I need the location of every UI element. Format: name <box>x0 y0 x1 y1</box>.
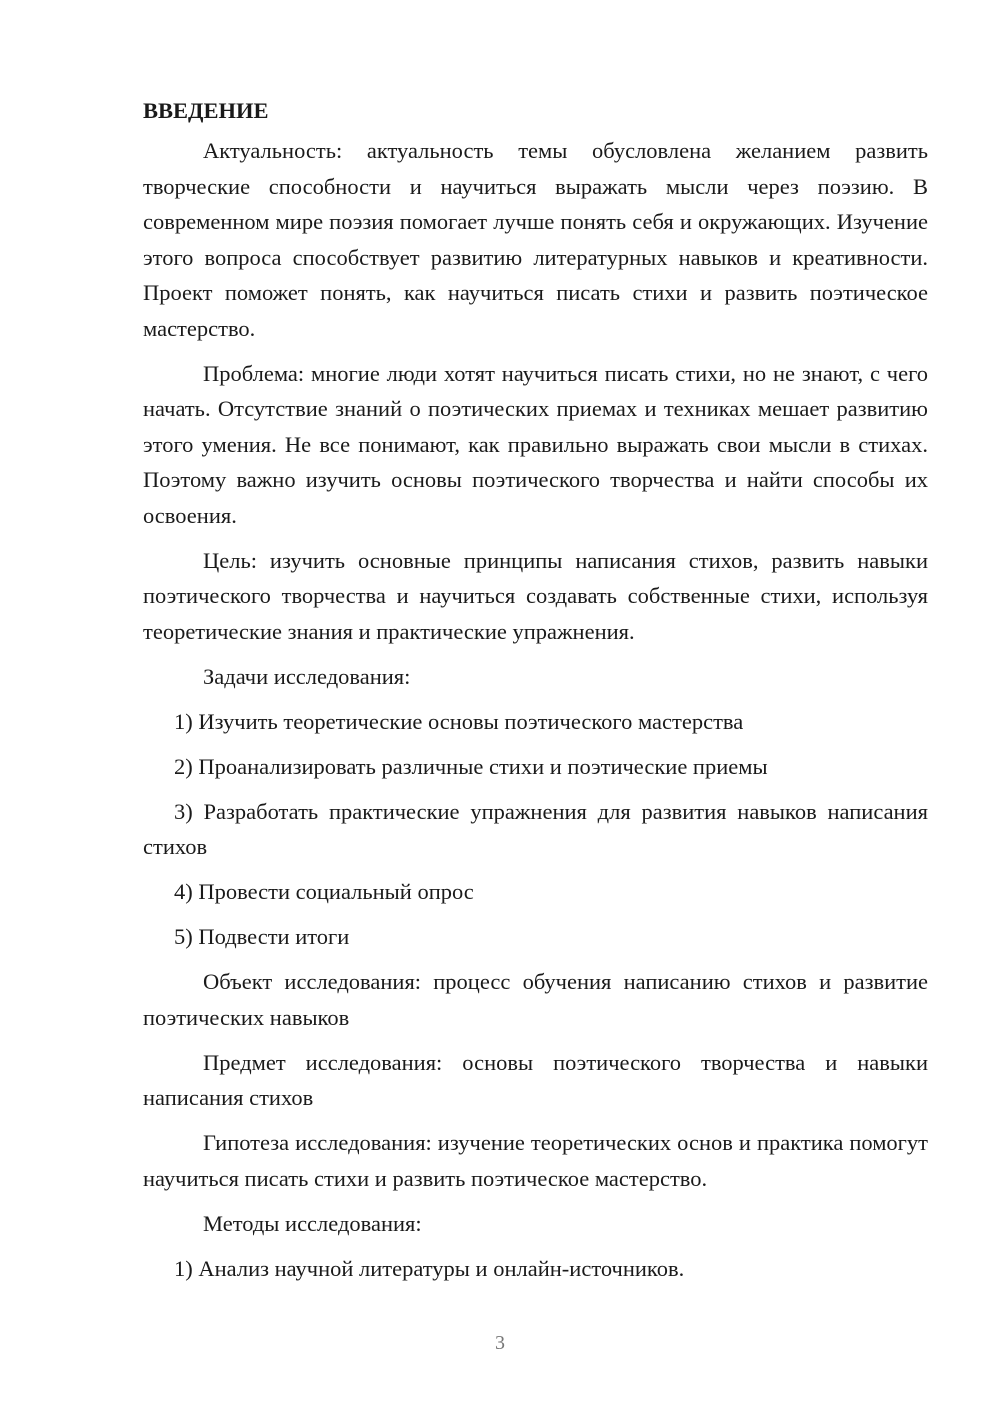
method-item: 1) Анализ научной литературы и онлайн-источников. <box>174 1255 685 1281</box>
object-paragraph: Объект исследования: процесс обучения написанию стихов и развитие поэтических навыков <box>143 969 928 1030</box>
task-item: 1) Изучить теоретические основы поэтического мастерства <box>174 708 744 734</box>
goal-paragraph: Цель: изучить основные принципы написания стихов, развить навыки поэтического творчества и научиться создавать собственные стихи, используя теоретические знания и практические упражнения. <box>143 547 928 644</box>
section-title: ВВЕДЕНИЕ <box>143 98 269 123</box>
problem-paragraph: Проблема: многие люди хотят научиться писать стихи, но не знают, с чего начать. Отсутствие знаний о поэтических приемах и техниках мешает развитию этого умения. Не все понимают, как правильно выражать свои мысли в стихах. Поэтому важно изучить основы поэтического творчества и найти способы их освоения. <box>143 360 928 528</box>
task-item: 2) Проанализировать различные стихи и поэтические приемы <box>174 753 768 779</box>
relevance-paragraph: Актуальность: актуальность темы обусловлена желанием развить творческие способности и научиться выражать мысли через поэзию. В современном мире поэзия помогает лучше понять себя и окружающих. Изучение этого вопроса способствует развитию литературных навыков и креативности. Проект поможет понять, как научиться писать стихи и развить поэтическое мастерство. <box>143 138 928 341</box>
page-number: 3 <box>495 1332 505 1354</box>
task-item: 3) Разработать практические упражнения для развития навыков написания стихов <box>143 798 928 859</box>
task-item: 5) Подвести итоги <box>174 924 350 949</box>
task-item: 4) Провести социальный опрос <box>174 879 474 904</box>
hypothesis-paragraph: Гипотеза исследования: изучение теоретических основ и практика помогут научиться писать стихи и развить поэтическое мастерство. <box>143 1130 928 1191</box>
document-body <box>143 94 928 1296</box>
subject-paragraph: Предмет исследования: основы поэтического творчества и навыки написания стихов <box>143 1049 928 1110</box>
methods-heading: Методы исследования: <box>203 1210 422 1236</box>
tasks-heading: Задачи исследования: <box>203 663 411 689</box>
